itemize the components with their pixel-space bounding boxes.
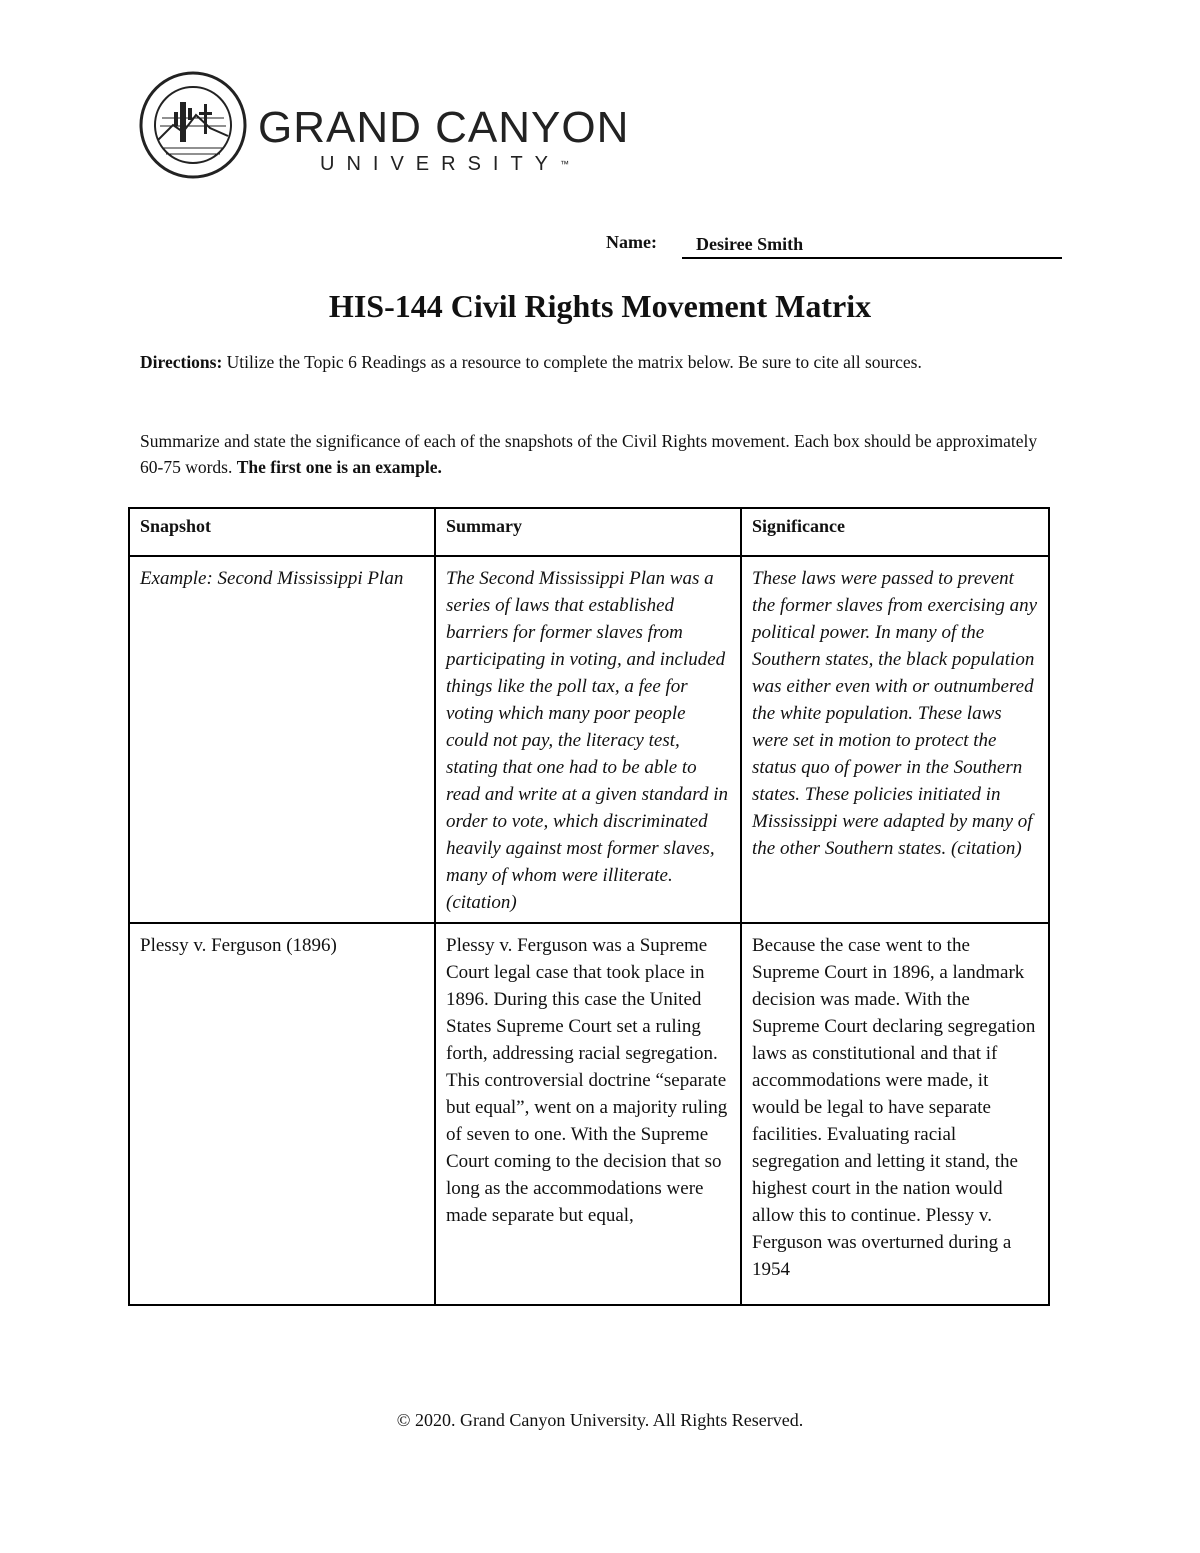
university-seal-icon [138, 70, 248, 180]
header-snapshot: Snapshot [129, 508, 435, 556]
cell-summary: The Second Mississippi Plan was a series of laws that established barriers for former slaves from participating in voting, and included things like the poll tax, a fee for voting which many poor people could not pay, the literacy test, stating that one had to be able to read and write at a given standard in order to vote, which discriminated heavily against most former slaves, many of whom were illiterate. (citation) [435, 556, 741, 923]
cell-summary: Plessy v. Ferguson was a Supreme Court legal case that took place in 1896. During this case the United States Supreme Court set a ruling forth, addressing racial segregation. This controversial doctrine “separate but equal”, went on a majority ruling of seven to one. With the Supreme Court coming to the decision that so long as the accommodations were made separate but equal, [435, 923, 741, 1305]
header-significance: Significance [741, 508, 1049, 556]
brand-name-line1: GRAND CANYON [258, 103, 630, 152]
header-summary: Summary [435, 508, 741, 556]
brand-name-line2: UNIVERSITY™ [320, 153, 570, 175]
cell-significance: These laws were passed to prevent the former slaves from exercising any political power. In many of the Southern states, the black population was either even with or outnumbered the white population. These laws were set in motion to protect the status quo of power in the Southern states. These policies initiated in Mississippi were adapted by many of the other Southern states. (citation) [741, 556, 1049, 923]
page-title: HIS-144 Civil Rights Movement Matrix [328, 288, 872, 324]
civil-rights-matrix-table [128, 507, 1050, 1306]
cell-significance: Because the case went to the Supreme Court in 1896, a landmark decision was made. With the Supreme Court declaring segregation laws as constitutional and that if accommodations were made, it would be legal to have separate facilities. Evaluating racial segregation and letting it stand, the highest court in the nation would allow this to continue. Plessy v. Ferguson was overturned during a 1954 [741, 923, 1049, 1305]
table-header-row [129, 508, 1049, 556]
name-field [606, 232, 804, 254]
directions [140, 349, 1060, 375]
cell-snapshot: Plessy v. Ferguson (1896) [129, 923, 435, 1305]
directions-text: Utilize the Topic 6 Readings as a resource to complete the matrix below. Be sure to cite all sources. [222, 352, 922, 372]
table-row-plessy [129, 923, 1049, 1305]
cell-snapshot: Example: Second Mississippi Plan [129, 556, 435, 923]
copyright-footer: © 2020. Grand Canyon University. All Rights Reserved. [396, 1410, 804, 1430]
instructions-text: Summarize and state the significance of each of the snapshots of the Civil Rights movement. Each box should be approximately 60-75 words. [140, 431, 1038, 477]
directions-label: Directions: [140, 352, 223, 372]
university-logo [138, 70, 630, 180]
name-label: Name: [606, 232, 657, 252]
instructions-bold: The first one is an example. [236, 457, 442, 477]
table-row-example [129, 556, 1049, 923]
instructions [140, 428, 1060, 480]
name-value: Desiree Smith [682, 232, 1062, 259]
